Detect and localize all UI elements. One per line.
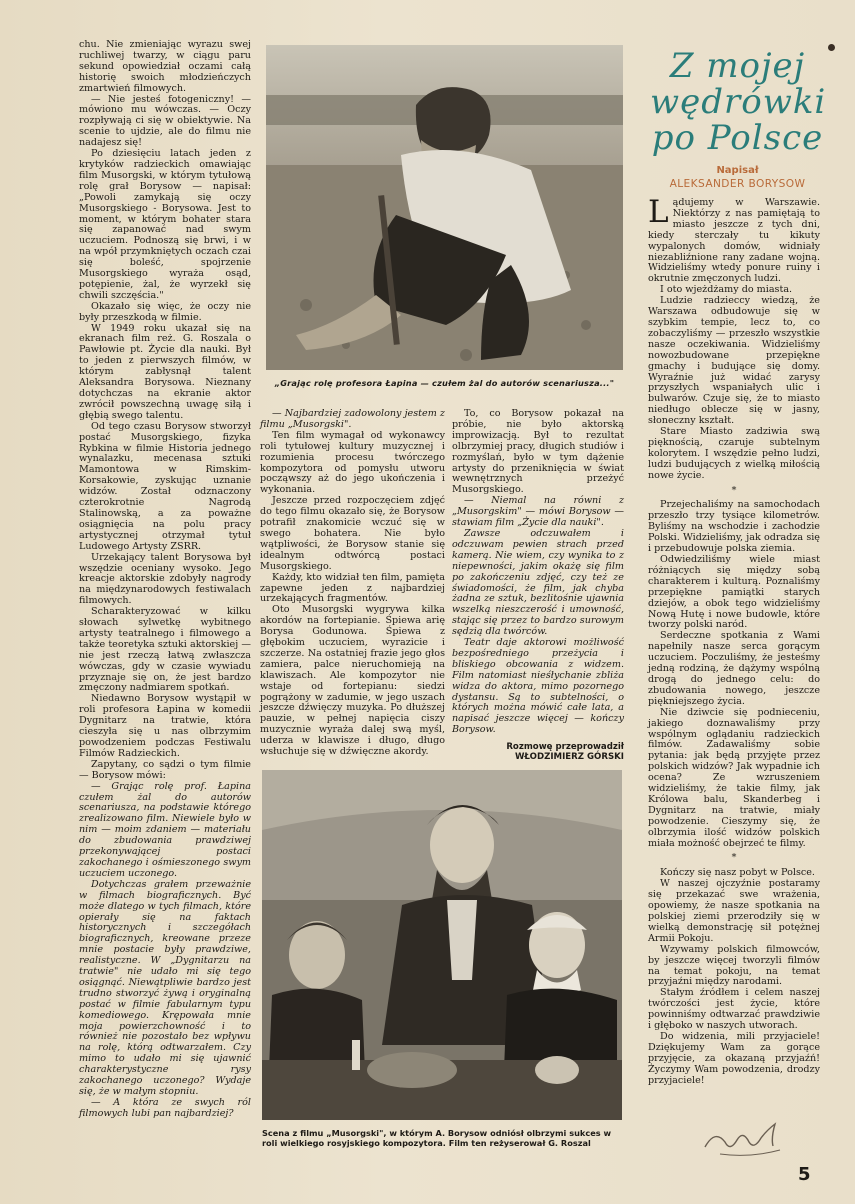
paragraph: Do widzenia, mili przyjaciele! Dziękujemy Wam za gorące przyjęcie, za okazaną przyjaźń! Życzymy Wam powodzenia, drodzy przyjaciele! xyxy=(648,1030,820,1086)
paragraph: — Nie jesteś fotogeniczny! — mówiono mu wówczas. — Oczy rozpływają ci się w obiektywie. Na scenie to ujdzie, ale do filmu nie nadajesz się! xyxy=(79,93,251,149)
paragraph: Okazało się więc, że oczy nie były przeszkodą w filmie. xyxy=(79,300,251,323)
paragraph: Serdeczne spotkania z Wami napełnily nasze serca gorącym uczuciem. Poczuliśmy, że jesteśmy jedną rodziną, że dążymy wspólną drogą do jednego celu: do zbudowania nowego, jeszcze piękniejszego życia. xyxy=(648,630,820,707)
quote-paragraph: Teatr daje aktorowi możliwość bezpośredniego przeżycia i bliskiego obcowania z widzem. Film natomiast nieśłychanie zbliża widza do aktora, mimo pozornego dystansu. Są to subtelności, o których można mówić całe lata, a napisać jeszcze więcej — kończy Borysow. xyxy=(452,637,624,736)
paragraph: Scharakteryzować w kilku słowach sylwetkę wybitnego artysty teatralnego i filmowego a także teoretyka sztuki aktorskiej — nie jest rzeczą łatwą zwłaszcza wówczas, gdy w czasie wywiadu przyznaje się on, że jest bardzo zmęczony nadmiarem spotkań. xyxy=(79,606,251,694)
photo-2-caption: Scena z filmu „Musorgski", w którym A. Borysow odniósł olbrzymi sukces w roli wielkiego rosyjskiego kompozytora. Film ten reżyserował G. Roszal xyxy=(262,1128,612,1148)
paragraph: Kończy się nasz pobyt w Polsce. xyxy=(660,867,815,879)
paragraph: Odwiedziliśmy wiele miast różniących się między sobą charakterem i kulturą. Poznaliśmy przepiękne pamiątki starych dziejów, a obok tego widzieliśmy Nową Hutę i nowe budowle, które tworzy polski naród. xyxy=(648,554,820,631)
photo-1-caption: „Grając rolę profesora Łapina — czułem żal do autorów scenariusza..." xyxy=(274,378,615,388)
paragraph: Oto Musorgski wygrywa kilka akordów na fortepianie. Śpiewa arię Borysa Godunowa. Śpiewa z głębokim uczuciem, wyrazicie i szczerze. Na ostatniej frazie jego głos zamiera, palce nieruchomieją na klawiszach. Ale kompozytor nie wstaje od fortepianu: siedzi pogrążony w zadumie, w jego uszach jeszcze dźwięczy muzyka. Po dłuższej pauzie, w pełnej napięcia ciszy muzycznie wyraża dalej swą myśl, uderza w klawisze i długo, długo wsłuchuje się w dźwięczne akordy. xyxy=(260,604,445,758)
paragraph: W 1949 roku ukazał się na ekranach film reż. G. Roszala o Pawłowie pt. Życie dla nauki. Był to jeden z pierwszych filmów, w którym zabłysnął talent Aleksandra Borysowa. Nieznany dotychczas na ekranie aktor zwrócił powszechną uwagę siłą i głębią swego talentu. xyxy=(79,322,251,421)
paragraph: Od tego czasu Borysow stworzył postać Musorgskiego, fizyka Rybkina w filmie Historia jednego wynalazku, mecenasa sztuki Mamontowa w Rimskim-Korsakowie, zyskując uznanie widzów. Został odznaczony czterokrotnie Nagrodą Stalinowską, a za poważne osiągnięcia na polu pracy artystycznej otrzymał tytuł Ludowego Artysty ZSRR. xyxy=(79,420,251,552)
column-2 xyxy=(260,409,445,758)
quote-paragraph: — A która ze swych ról filmowych lubi pan najbardziej? xyxy=(79,1096,251,1119)
byline-label: Napisał xyxy=(716,165,759,176)
photo-musorgski-scene xyxy=(262,770,622,1120)
opening-text: ądujemy w Warszawie. Niektórzy z nas pamiętają to miasto jeszcze z tych dni, kiedy sterczały tu kikuty wypalonych domów, widniały niezabliźnione rany zadane wojną. Widzieliśmy wtedy ponure ruiny i okrutnie zmęczonych ludzi. xyxy=(648,197,820,285)
paragraph: Stałym źródłem i celem naszej twórczości jest życie, które powinniśmy odtwarzać prawdziwie i głęboko w naszych utworach. xyxy=(648,987,820,1032)
corner-dot xyxy=(828,44,835,51)
paragraph: Niedawno Borysow wystąpił w roli profesora Łapina w komedii Dygnitarz na tratwie, która cieszyła się u nas olbrzymim powodzeniem podczas Festiwalu Filmów Radzieckich. xyxy=(79,693,251,759)
paragraph: Każdy, kto widział ten film, pamięta zapewne jeden z najbardziej urzekających fragmentów. xyxy=(260,571,445,605)
paragraph: W naszej ojczyźnie postaramy się przekazać swe wrażenia, opowiemy, że nasze spotkania na polskiej ziemi przerodziły się w wielką demonstrację sił potężnej Armii Pokoju. xyxy=(648,878,820,944)
paragraph: Zapytany, co sądzi o tym filmie — Borysow mówi: xyxy=(79,758,251,781)
paragraph: Ten film wymagał od wykonawcy roli tytułowej kultury muzycznej i rozumienia procesu twórczego kompozytora od pomysłu utworu począwszy aż do jego ukończenia i wykonania. xyxy=(260,429,445,496)
quote-paragraph: Zawsze odczuwałem i odczuwam pewien strach przed kamerą. Nie wiem, czy wynika to z niepewności, jakim okażę się film po zakończeniu zdjęć, czy też ze świadomości, że film, jak chyba żadna ze sztuk, bezlitośnie ujawnia wszelką nieszczerość i umowność, stając się przez to bardzo surowym sędzią dla twórców. xyxy=(452,527,624,638)
paragraph: Stare Miasto zadziwia swą pięknością, czaruje subtelnym kolorytem. I wszędzie pełno ludzi, ludzi budujących z wielką miłością nowe życie. xyxy=(648,426,820,481)
opening-paragraph xyxy=(648,194,820,285)
credit-label: Rozmowę przeprowadził xyxy=(506,742,624,753)
article-title xyxy=(650,48,825,156)
column-1 xyxy=(79,40,251,1120)
title-line: po Polsce xyxy=(651,118,824,158)
paragraph: Przejechaliśmy na samochodach przeszło trzy tysiące kilometrów. Byliśmy na wschodzie i zachodzie Polski. Widzieliśmy, jak odradza się i przebudowuje polska ziemia. xyxy=(648,499,820,555)
page-number: 5 xyxy=(798,1164,811,1185)
title-line: wędrówki xyxy=(650,82,827,122)
photo-borysow-lapin xyxy=(266,45,623,370)
paragraph: Urzekający talent Borysowa był wszędzie oceniany wysoko. Jego kreacje aktorskie zdobyły nagrody na międzynarodowych festiwalach filmowych. xyxy=(79,551,251,607)
paragraph: Po dziesięciu latach jeden z krytyków radzieckich omawiając film Musorgski, w którym tytułową rolę grał Borysow — napisał: „Powoli zamykają się oczy Musorgskiego - Borysowa. Jest to moment, w którym bohater stara się zapanować nad swym uczuciem. Podnoszą się brwi, i w na wpół przymkniętych oczach czai się boleść, spojrzenie Musorgskiego wyraża osąd, potępienie, żal, że wyrzekł się chwili szczęścia." xyxy=(79,148,251,301)
section-separator: * xyxy=(731,852,737,864)
column-3 xyxy=(452,409,624,762)
author-signature xyxy=(700,1122,790,1162)
paragraph: To, co Borysow pokazał na próbie, nie było aktorską improwizacją. Był to rezultat olbrzymiej pracy, długich studiów i rozmyślań, było w tym dążenie artysty do przeniknięcia w świat wewnętrznych przeżyć Musorgskiego. xyxy=(452,408,624,496)
paragraph: chu. Nie zmieniając wyrazu swej ruchliwej twarzy, w ciągu paru sekund opowiedział oczami całą historię swoich młodzieńczych zmartwień filmowych. xyxy=(79,39,251,94)
quote-paragraph: — Grając rolę prof. Łapina czułem żal do autorów scenariusza, na podstawie którego zrealizowano film. Niewiele było w nim — moim zdaniem — materiału do zbudowania prawdziwej przekonywającej postaci zakochanego i ośmieszonego swym uczuciem uczonego. xyxy=(79,780,251,879)
photo-2-illustration xyxy=(262,770,622,1120)
section-separator: * xyxy=(731,484,737,496)
quote-paragraph: — Najbardziej zadowolony jestem z filmu „Musorgski". xyxy=(260,408,445,430)
quote-paragraph: Dotychczas grałem przeważnie w filmach biograficznych. Być może dlatego w tych filmach, które opierały się na faktach historycznych i szczegółach biograficznych, kreowane przeze mnie postacie były prawdziwe, realistyczne. W „Dygnitarzu na tratwie" nie udało mi się tego osiągnąć. Niewątpliwie bardzo jest trudno stworzyć żywą i oryginalną postać w filmie fabularnym typu komediowego. Krępowała mnie moja powierzchowność i to również nie pozostało bez wpływu na rolę, którą odtwarzałem. Czy mimo to udało mi się ujawnić charakterystyczne rysy zakochanego uczonego? Wydaje się, że w małym stopniu. xyxy=(79,878,251,1097)
credit-name: WŁODZIMIERZ GÓRSKI xyxy=(514,752,624,763)
paragraph: Jeszcze przed rozpoczęciem zdjęć do tego filmu okazało się, że Borysow potrafił znakomicie wczuć się w swego bohatera. Nie było wątpliwości, że Borysow stanie się idealnym odtwórcą postaci Musorgskiego. xyxy=(260,495,445,572)
column-4 xyxy=(648,194,820,1087)
paragraph: Wzywamy polskich filmowców, by jeszcze więcej tworzyli filmów na temat pokoju, na temat przyjaźni między narodami. xyxy=(648,943,820,988)
paragraph: Ludzie radzieccy wiedzą, że Warszawa odbudowuje się w szybkim tempie, lecz to, co zobaczyliśmy — przeszło wszystkie nasze oczekiwania. Widzieliśmy nowozbudowane przepiękne gmachy i budujące się domy. Wyraźnie już widać zarysy przyszłych wspaniałych ulic i bulwarów. Czuje się, że to miasto niedługo oblecze się w jasny, słoneczny kształt. xyxy=(648,295,820,427)
quote-paragraph: — Niemal na równi z „Musorgskim" — mówi Borysow — stawiam film „Życie dla nauki". xyxy=(452,495,624,529)
paragraph: Nie dziwcie się podnieceniu, jakiego doznawaliśmy przy wspólnym oglądaniu radzieckich filmów. Zadawaliśmy sobie pytania: jak będą przyjęte przez polskich widzów? Jak wypadnie ich ocena? Ze wzruszeniem widzieliśmy, że takie filmy, jak Królowa balu, Skanderbeg i Dygnitarz na tratwie, miały powodzenie. Cieszymy się, że olbrzymia ilość widzów polskich miała możność obejrzeć te filmy. xyxy=(648,706,820,849)
photo-1-illustration xyxy=(266,45,623,370)
title-line: Z mojej xyxy=(669,46,806,86)
paragraph: I oto wjeżdżamy do miasta. xyxy=(660,284,793,296)
byline-author: ALEKSANDER BORYSOW xyxy=(669,178,806,190)
drop-cap: L xyxy=(648,194,669,230)
interview-credit xyxy=(452,742,624,762)
